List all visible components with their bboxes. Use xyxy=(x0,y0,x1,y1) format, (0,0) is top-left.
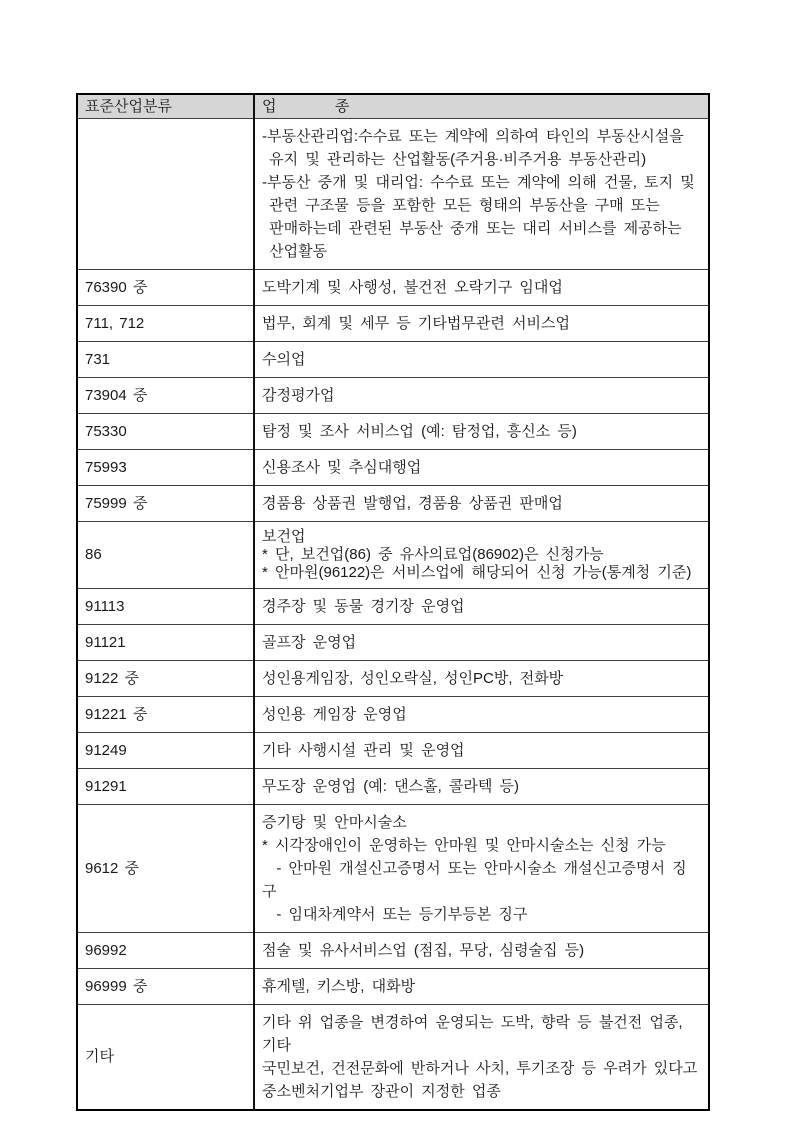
desc-line: 중소벤처기업부 장관이 지정한 업종 xyxy=(262,1083,501,1100)
industry-code-cell: 91291 xyxy=(77,769,254,805)
desc-line: 휴게텔, 키스방, 대화방 xyxy=(262,978,416,995)
industry-desc-cell xyxy=(254,342,709,378)
industry-code-cell: 86 xyxy=(77,522,254,589)
table-row xyxy=(77,522,709,589)
industry-desc-cell xyxy=(254,270,709,306)
industry-desc-cell xyxy=(254,661,709,697)
desc-line: 보건업 xyxy=(262,528,306,545)
industry-code-cell: 731 xyxy=(77,342,254,378)
desc-line: 국민보건, 건전문화에 반하거나 사치, 투기조장 등 우려가 있다고 xyxy=(262,1060,698,1077)
industry-desc-cell xyxy=(254,769,709,805)
industry-desc-cell xyxy=(254,450,709,486)
industry-code-cell: 75999 중 xyxy=(77,486,254,522)
desc-line: * 시각장애인이 운영하는 안마원 및 안마시술소는 신청 가능 xyxy=(262,837,666,854)
desc-line: 산업활동 xyxy=(262,243,328,260)
desc-line: 경주장 및 동물 경기장 운영업 xyxy=(262,598,465,615)
desc-line: -부동산관리업:수수료 또는 계약에 의하여 타인의 부동산시설을 xyxy=(262,128,684,145)
table-row xyxy=(77,733,709,769)
industry-desc-cell xyxy=(254,625,709,661)
industry-desc-cell xyxy=(254,697,709,733)
table-row xyxy=(77,306,709,342)
table-row xyxy=(77,933,709,969)
desc-line: 점술 및 유사서비스업 (점집, 무당, 심령술집 등) xyxy=(262,942,585,959)
industry-code-cell: 91249 xyxy=(77,733,254,769)
desc-line: 감정평가업 xyxy=(262,387,335,404)
table-row xyxy=(77,1005,709,1111)
table-row xyxy=(77,969,709,1005)
table-row xyxy=(77,270,709,306)
table-row xyxy=(77,769,709,805)
desc-line: - 임대차계약서 또는 등기부등본 징구 xyxy=(262,906,528,923)
industry-desc-cell xyxy=(254,805,709,933)
desc-line: 기타 사행시설 관리 및 운영업 xyxy=(262,742,465,759)
desc-line: * 단, 보건업(86) 중 유사의료업(86902)은 신청가능 xyxy=(262,546,604,563)
industry-desc-cell xyxy=(254,1005,709,1111)
industry-desc-cell xyxy=(254,306,709,342)
desc-line: 탐정 및 조사 서비스업 (예: 탐정업, 흥신소 등) xyxy=(262,423,577,440)
desc-line: 성인용 게임장 운영업 xyxy=(262,706,407,723)
desc-line: 증기탕 및 안마시술소 xyxy=(262,814,407,831)
industry-code-cell: 96992 xyxy=(77,933,254,969)
table-row xyxy=(77,486,709,522)
industry-code-cell: 91121 xyxy=(77,625,254,661)
industry-desc-cell xyxy=(254,589,709,625)
industry-desc-cell xyxy=(254,933,709,969)
industry-desc-cell xyxy=(254,522,709,589)
desc-line: 골프장 운영업 xyxy=(262,634,357,651)
table-row xyxy=(77,342,709,378)
industry-classification-table xyxy=(76,93,710,1111)
desc-line: -부동산 중개 및 대리업: 수수료 또는 계약에 의해 건물, 토지 및 xyxy=(262,174,695,191)
table-row xyxy=(77,414,709,450)
industry-code-cell: 9612 중 xyxy=(77,805,254,933)
industry-code-cell: 711, 712 xyxy=(77,306,254,342)
table-row xyxy=(77,697,709,733)
desc-line: * 안마원(96122)은 서비스업에 해당되어 신청 가능(통계청 기준) xyxy=(262,564,692,581)
desc-line: 기타 위 업종을 변경하여 운영되는 도박, 향락 등 불건전 업종, 기타 xyxy=(262,1014,690,1054)
table-row xyxy=(77,378,709,414)
industry-desc-cell xyxy=(254,969,709,1005)
desc-line: 유지 및 관리하는 산업활동(주거용·비주거용 부동산관리) xyxy=(262,151,647,168)
industry-code-cell: 96999 중 xyxy=(77,969,254,1005)
desc-line: 관련 구조물 등을 포함한 모든 형태의 부동산을 구매 또는 xyxy=(262,197,660,214)
industry-code-cell: 기타 xyxy=(77,1005,254,1111)
industry-code-cell xyxy=(77,119,254,270)
desc-line: 무도장 운영업 (예: 댄스홀, 콜라텍 등) xyxy=(262,778,520,795)
table-row xyxy=(77,450,709,486)
industry-desc-cell xyxy=(254,733,709,769)
desc-line: 경품용 상품권 발행업, 경품용 상품권 판매업 xyxy=(262,495,563,512)
industry-table-body xyxy=(77,119,709,1111)
industry-code-cell: 91113 xyxy=(77,589,254,625)
table-row xyxy=(77,625,709,661)
desc-line: 판매하는데 관련된 부동산 중개 또는 대리 서비스를 제공하는 xyxy=(262,220,682,237)
table-row xyxy=(77,805,709,933)
table-row xyxy=(77,661,709,697)
industry-desc-cell xyxy=(254,414,709,450)
desc-line: 신용조사 및 추심대행업 xyxy=(262,459,422,476)
desc-line: 법무, 회계 및 세무 등 기타법무관련 서비스업 xyxy=(262,315,570,332)
industry-code-cell: 9122 중 xyxy=(77,661,254,697)
desc-line: - 안마원 개설신고증명서 또는 안마시술소 개설신고증명서 징구 xyxy=(262,860,687,900)
desc-line: 수의업 xyxy=(262,351,306,368)
table-row xyxy=(77,589,709,625)
desc-line: 도박기계 및 사행성, 불건전 오락기구 임대업 xyxy=(262,279,563,296)
industry-desc-cell xyxy=(254,119,709,270)
industry-code-cell: 91221 중 xyxy=(77,697,254,733)
desc-line: 성인용게임장, 성인오락실, 성인PC방, 전화방 xyxy=(262,670,564,687)
industry-code-cell: 73904 중 xyxy=(77,378,254,414)
industry-code-cell: 75330 xyxy=(77,414,254,450)
header-industry-type: 업 종 xyxy=(254,94,709,119)
table-header-row xyxy=(77,94,709,119)
header-standard-industry-classification: 표준산업분류 xyxy=(77,94,254,119)
table-row xyxy=(77,119,709,270)
industry-code-cell: 76390 중 xyxy=(77,270,254,306)
industry-desc-cell xyxy=(254,486,709,522)
industry-code-cell: 75993 xyxy=(77,450,254,486)
industry-desc-cell xyxy=(254,378,709,414)
